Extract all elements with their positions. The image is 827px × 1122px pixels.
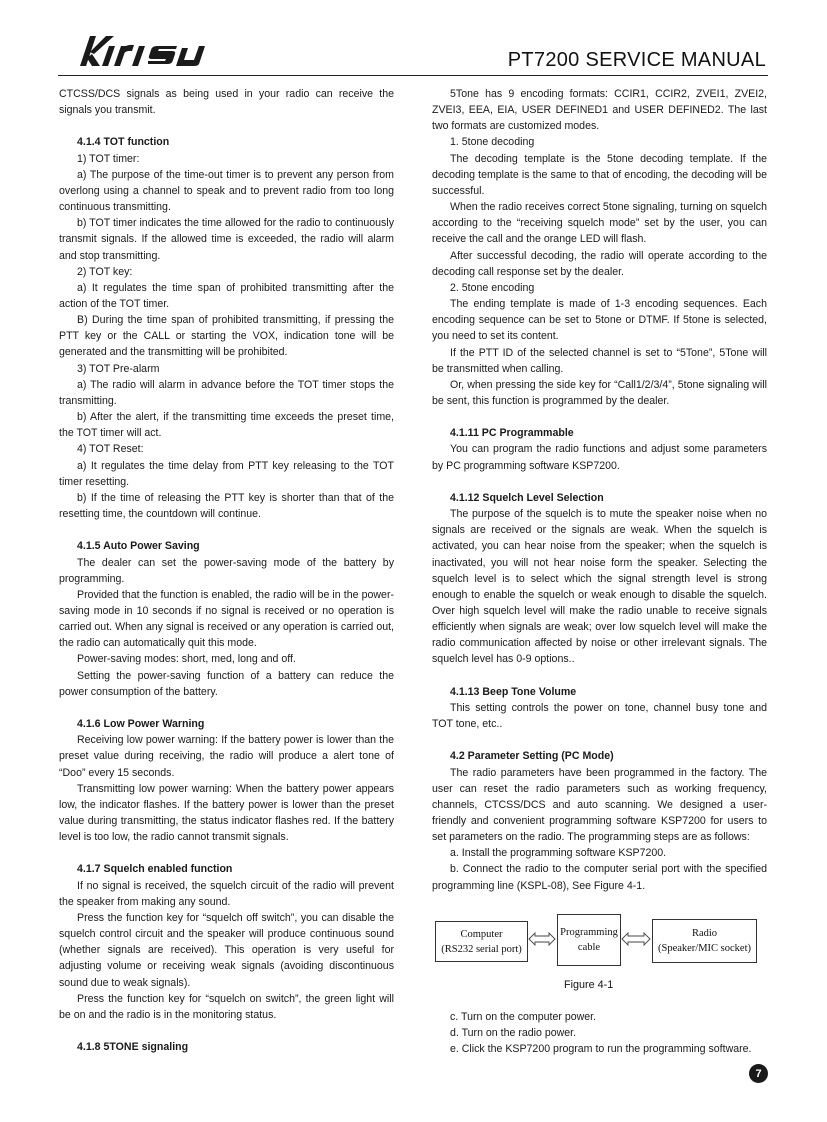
right-column — [432, 86, 767, 894]
programming-cable-box — [557, 914, 621, 966]
double-arrow-icon — [621, 932, 651, 946]
paragraph: 1. 5tone decoding — [450, 136, 535, 149]
paragraph: Provided that the function is enabled, the radio will be in the power-saving mode in 10 seconds if no signal is received or no operation is carried out. When any signal is received or any operation is carried out, the radio can automatically quit this mode. — [59, 588, 394, 650]
paragraph: When the radio receives correct 5tone signaling, turning on squelch according to the “receiving squelch mode” set by the user, you can receive the call and the orange LED will flash. — [432, 201, 767, 246]
paragraph-gap — [432, 668, 767, 684]
figure-4-1-diagram — [432, 912, 768, 968]
section-heading: 4.1.13 Beep Tone Volume — [450, 685, 577, 698]
paragraph: a) It regulates the time delay from PTT key releasing to the TOT timer resetting. — [59, 459, 394, 488]
paragraph: 2) TOT key: — [77, 265, 133, 278]
paragraph: If the PTT ID of the selected channel is set to “5Tone”, 5Tone will be transmitted when calling. — [432, 346, 767, 375]
radio-socket-label: (Speaker/MIC socket) — [657, 943, 751, 954]
section-heading: 4.1.11 PC Programmable — [450, 427, 574, 440]
paragraph-gap — [59, 845, 394, 861]
paragraph: b. Connect the radio to the computer serial port with the specified programming line (KSPL-08), See Figure 4-1. — [432, 863, 767, 892]
paragraph: a) It regulates the time span of prohibited transmitting after the action of the TOT timer. — [59, 281, 394, 311]
paragraph-gap — [59, 1023, 394, 1039]
paragraph: 1) TOT timer: — [77, 152, 140, 165]
paragraph: The decoding template is the 5tone decoding template. If the decoding template is the same to that of encoding, the decoding will be successful. — [432, 152, 767, 197]
paragraph: Press the function key for “squelch off switch”, you can disable the squelch control circuit and the speaker will produce continuous sound (whether signals are received). This operation is very useful for adjusting volume or receiving weak signals (avoiding discontinuous sound due to weak signals). — [59, 911, 394, 989]
paragraph: b) If the time of releasing the PTT key is shorter than that of the resetting time, the countdown will continue. — [59, 491, 394, 521]
step-item: e. Click the KSP7200 program to run the programming software. — [450, 1043, 752, 1056]
paragraph: 4) TOT Reset: — [77, 443, 144, 456]
cable-label: Programming — [560, 927, 618, 938]
paragraph-gap — [59, 522, 394, 538]
paragraph: After successful decoding, the radio will operate according to the decoding call response set by the dealer. — [432, 249, 767, 278]
paragraph: The purpose of the squelch is to mute the speaker noise when no signals are received or the signals are weak. When the squelch is activated, you can hear noise from the speaker; when the squelch is inactivated, you will not hear noise form the speaker. Selecting the squelch level is to select which the signal strength level is strong enough to enable the squelch or weak enough to disable the squelch. Over high squelch level will make the radio unable to receive signals efficiently when signals are weak; over low squelch level will make the radio communication affected by noise or other irrelevant signals. The squelch level has 0-9 options.. — [432, 508, 767, 666]
section-heading: 4.1.7 Squelch enabled function — [77, 863, 233, 876]
kirisun-logo — [72, 30, 212, 70]
header-divider — [58, 75, 768, 76]
paragraph: The radio parameters have been programmed in the factory. The user can reset the radio parameters such as working frequency, channels, CTCSS/DCS and auto scanning. We designed a user-friendly and convenient programming software KSP7200 for users to set parameters on the radio. The programming steps are as follows: — [432, 766, 767, 844]
paragraph: a) The radio will alarm in advance before the TOT timer stops the transmitting. — [59, 378, 394, 407]
paragraph: You can program the radio functions and adjust some parameters by PC programming software KSP7200. — [432, 443, 767, 472]
section-heading: 4.1.6 Low Power Warning — [77, 718, 205, 731]
paragraph: Power-saving modes: short, med, long and off. — [77, 653, 296, 666]
paragraph-gap — [432, 732, 767, 748]
paragraph: This setting controls the power on tone, channel busy tone and TOT tone, etc.. — [432, 701, 767, 731]
radio-label: Radio — [691, 928, 718, 939]
steps-list — [432, 1009, 767, 1057]
paragraph: Press the function key for “squelch on switch”, the green light will be on and the radio is in the monitoring status. — [59, 992, 394, 1021]
manual-title: PT7200 SERVICE MANUAL — [507, 49, 766, 71]
paragraph: b) TOT timer indicates the time allowed for the radio to continuously transmit signals. If the allowed time is exceeded, the radio will alarm and stop transmitting. — [59, 217, 394, 262]
step-item: c. Turn on the computer power. — [450, 1011, 597, 1023]
paragraph: Setting the power-saving function of a battery can reduce the power consumption of the battery. — [59, 669, 394, 698]
paragraph: Transmitting low power warning: When the battery power appears low, the indicator flashes. If the battery power is lower than the preset value during transmitting, the status indicator flashes red. If the battery level is too low, the radio cannot transmit signals. — [59, 782, 394, 844]
computer-label: Computer — [460, 928, 503, 940]
section-heading: 4.1.8 5TONE signaling — [77, 1041, 189, 1054]
paragraph-gap — [59, 700, 394, 716]
paragraph: a. Install the programming software KSP7200. — [450, 847, 667, 860]
paragraph: CTCSS/DCS signals as being used in your radio can receive the signals you transmit. — [59, 88, 394, 117]
paragraph-gap — [59, 118, 394, 134]
paragraph: 5Tone has 9 encoding formats: CCIR1, CCIR2, ZVEI1, ZVEI2, ZVEI3, EEA, EIA, USER DEFINED1 and USER DEFINED2. The last two formats are customized modes. — [432, 88, 767, 133]
radio-box — [652, 919, 757, 963]
section-heading: 4.1.4 TOT function — [77, 136, 170, 149]
section-heading: 4.1.5 Auto Power Saving — [77, 540, 200, 553]
left-column — [59, 86, 394, 1055]
page-header — [0, 0, 827, 80]
figure-caption: Figure 4-1 — [564, 979, 614, 991]
computer-port-label: (RS232 serial port) — [441, 943, 522, 955]
paragraph: Or, when pressing the side key for “Call1/2/3/4”, 5tone signaling will be sent, this function is programmed by the dealer. — [432, 378, 767, 407]
paragraph-gap — [432, 474, 767, 490]
double-arrow-icon — [528, 932, 556, 946]
cable-label-2: cable — [577, 942, 601, 953]
paragraph: a) The purpose of the time-out timer is to prevent any person from overlong using a channel to speak and to prevent radio from too long continuous transmitting. — [59, 168, 394, 214]
paragraph: 3) TOT Pre-alarm — [77, 362, 160, 375]
page-number: 7 — [749, 1064, 768, 1083]
paragraph: B) During the time span of prohibited transmitting, if pressing the PTT key or the CALL or starting the VOX, indication tone will be generated and the transmitting will be prohibited. — [59, 314, 394, 359]
paragraph: b) After the alert, if the transmitting time exceeds the preset time, the TOT timer will act. — [59, 411, 394, 440]
computer-box — [435, 921, 528, 962]
paragraph: The ending template is made of 1-3 encoding sequences. Each encoding sequence can be set to 5tone or DTMF. If 5tone is selected, you need to set its content. — [432, 298, 767, 343]
paragraph: 2. 5tone encoding — [450, 281, 535, 294]
paragraph: The dealer can set the power-saving mode of the battery by programming. — [59, 556, 394, 585]
section-heading: 4.1.12 Squelch Level Selection — [450, 491, 604, 504]
paragraph: If no signal is received, the squelch circuit of the radio will prevent the speaker from making any sound. — [59, 879, 394, 908]
paragraph-gap — [432, 409, 767, 425]
step-item: d. Turn on the radio power. — [450, 1027, 577, 1040]
section-heading: 4.2 Parameter Setting (PC Mode) — [450, 750, 614, 763]
paragraph: Receiving low power warning: If the battery power is lower than the preset value during receiving, the radio will produce a alert tone of “Doo” every 15 seconds. — [59, 734, 394, 779]
